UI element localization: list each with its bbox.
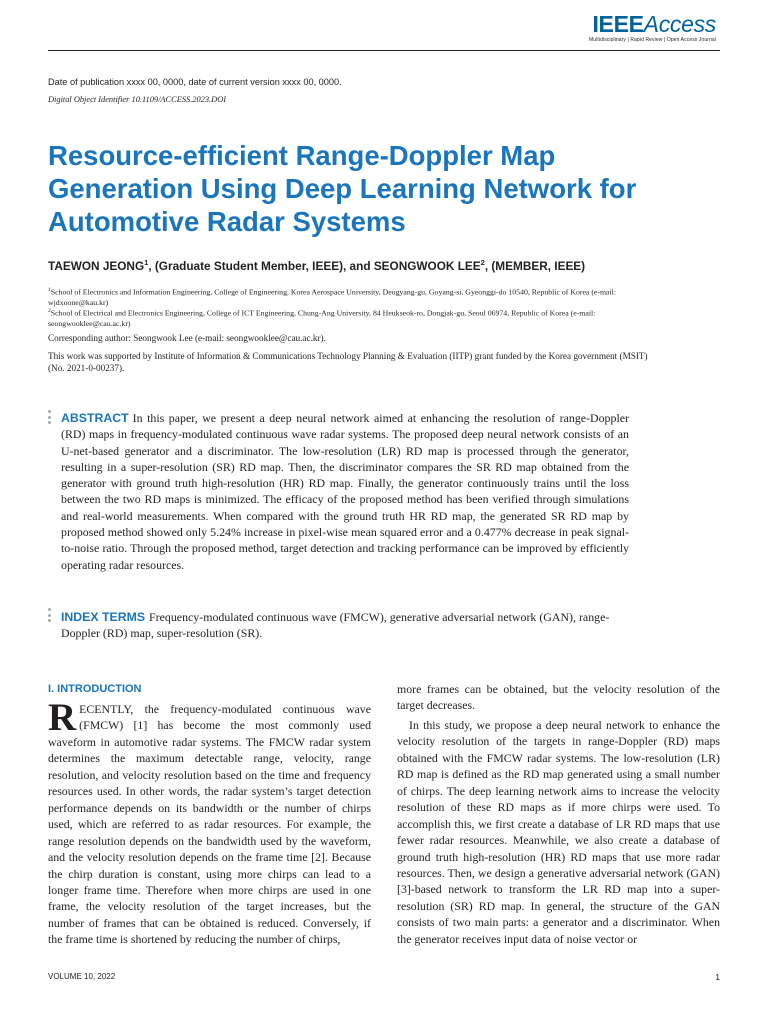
body-column-right bbox=[397, 681, 720, 947]
index-terms-label: INDEX TERMS bbox=[61, 610, 146, 624]
logo-ieee-text: IEEE bbox=[592, 11, 644, 37]
logo-access-text: Access bbox=[643, 11, 716, 37]
ieee-access-logo bbox=[589, 12, 716, 44]
drop-cap: R bbox=[48, 696, 77, 739]
page-number: 1 bbox=[715, 972, 720, 982]
abstract-text: In this paper, we present a deep neural network aimed at enhancing the resolution of range-Doppler (RD) maps in frequency-modulated continuous wave radar systems. The proposed deep neural network consists of an U-net-based generator and a discriminator. The low-resolution (LR) RD map is processed through the generator, resulting in a super-resolution (SR) RD map. Then, the discriminator compares the SR RD map obtained from the generator with ground truth high-resolution (HR) RD map. Finally, the generator continuously trains until the loss between the two RD maps is minimized. The efficacy of the proposed method has been verified through simulations and real-world measurements. When compared with the ground truth HR RD map, the generated SR RD map by proposed method showed only 5.24% increase in pixel-wise mean squared error and a 0.477% decrease in peak signal-to-noise ratio. Through the proposed method, target detection and tracking performance can be improved by efficiently operating radar resources. bbox=[61, 411, 629, 572]
logo-tagline: Multidisciplinary | Rapid Review | Open Access Journal bbox=[589, 37, 716, 43]
intro-paragraph-2: In this study, we propose a deep neural network to enhance the velocity resolution of the targets in range-Doppler (RD) maps obtained with the FMCW radar systems. The low-resolution (LR) RD map is defined as the RD map generated using a small number of chirps. The deep learning network aims to increase the velocity resolution of these RD maps as if more chirps were used. To accomplish this, we first create a database of LR RD maps that use fewer radar resources. Meanwhile, we also create a database of ground truth high-resolution (HR) RD maps that use more radar resources. Then, we design a generative adversarial network (GAN) [3]-based network to transform the LR RD map into a super-resolution (SR) RD map. In general, the structure of the GAN consists of two main parts: a generator and a discriminator. When the generator receives input data of noise vector or bbox=[397, 717, 720, 946]
abstract-label: ABSTRACT bbox=[61, 411, 129, 425]
paper-title: Resource-efficient Range-Doppler Map Generation Using Deep Learning Network for Automotive Radar Systems bbox=[48, 140, 637, 237]
abstract-dots-icon bbox=[48, 410, 52, 427]
intro-paragraph-1 bbox=[48, 696, 371, 948]
abstract bbox=[61, 410, 629, 573]
author-list bbox=[48, 255, 623, 274]
author-1-affil-mark: 1 bbox=[144, 258, 149, 267]
intro-paragraph-1-text: ECENTLY, the frequency-modulated continuous wave (FMCW) [1] has become the most commonly used waveform in automotive radar systems. The FMCW radar system determines the maximum detectable range, velocity, range resolution, and velocity resolution based on the time and frequency resources used. In other words, the radar system’s target detection performance depends on its bandwidth or the number of chirps used, which are referred to as radar resources. For example, the range resolution depends on the bandwidth used by the waveform, and the velocity resolution depends on the frame time [2]. Because the chirp duration is constant, using more chirps can lead to a longer frame time. Therefore when more chirps are used in one frame, the velocity resolution of the target increases, but the number of frames that can be obtained is reduced. Conversely, if the frame time is shortened by reducing the number of chirps, bbox=[48, 702, 371, 947]
doi-line: Digital Object Identifier 10.1109/ACCESS.2023.DOI bbox=[48, 95, 227, 104]
affiliation-2-mark: 2 bbox=[48, 308, 51, 314]
affiliation-2-text: School of Electrical and Electronics Engineering, College of ICT Engineering, Chung-Ang University, 84 Heukseok-ro, Dongjak-gu, Seoul 06974, Republic of Korea (e-mail: seongwooklee@cau.ac.kr) bbox=[48, 308, 596, 329]
affiliation-1-text: School of Electronics and Information Engineering, College of Engineering, Korea Aerospace University, Deogyang-gu, Goyang-si, Gyeonggi-do 10540, Republic of Korea (e-mail: wjdxoone@kau.kr) bbox=[48, 287, 617, 308]
publication-date: Date of publication xxxx 00, 0000, date of current version xxxx 00, 0000. bbox=[48, 77, 342, 87]
funding-note: This work was supported by Institute of Information & Communications Technology Planning & Evaluation (IITP) grant funded by the Korea government (MSIT) (No. 2021-0-00237). bbox=[48, 351, 648, 373]
author-1-role: , (Graduate Student Member, IEEE), and bbox=[148, 258, 374, 273]
intro-paragraph-1-continued: more frames can be obtained, but the velocity resolution of the target decreases. bbox=[397, 682, 720, 713]
author-2-affil-mark: 2 bbox=[480, 258, 485, 267]
affiliation-1-mark: 1 bbox=[48, 287, 51, 293]
author-2-role: , (MEMBER, IEEE) bbox=[484, 258, 586, 273]
index-terms-dots-icon bbox=[48, 608, 52, 625]
section-heading-introduction: I. INTRODUCTION bbox=[48, 683, 142, 695]
footer-volume: VOLUME 10, 2022 bbox=[48, 972, 116, 981]
author-1-name: TAEWON JEONG bbox=[48, 258, 145, 273]
affiliation-2 bbox=[48, 306, 628, 330]
body-column-left bbox=[48, 696, 371, 948]
author-2-name: SEONGWOOK LEE bbox=[373, 258, 481, 273]
index-terms bbox=[61, 609, 636, 642]
header-rule bbox=[48, 50, 720, 51]
corresponding-author: Corresponding author: Seongwook Lee (e-mail: seongwooklee@cau.ac.kr). bbox=[48, 333, 326, 343]
index-terms-text: Frequency-modulated continuous wave (FMCW), generative adversarial network (GAN), range-Doppler (RD) map, super-resolution (SR). bbox=[61, 610, 610, 641]
